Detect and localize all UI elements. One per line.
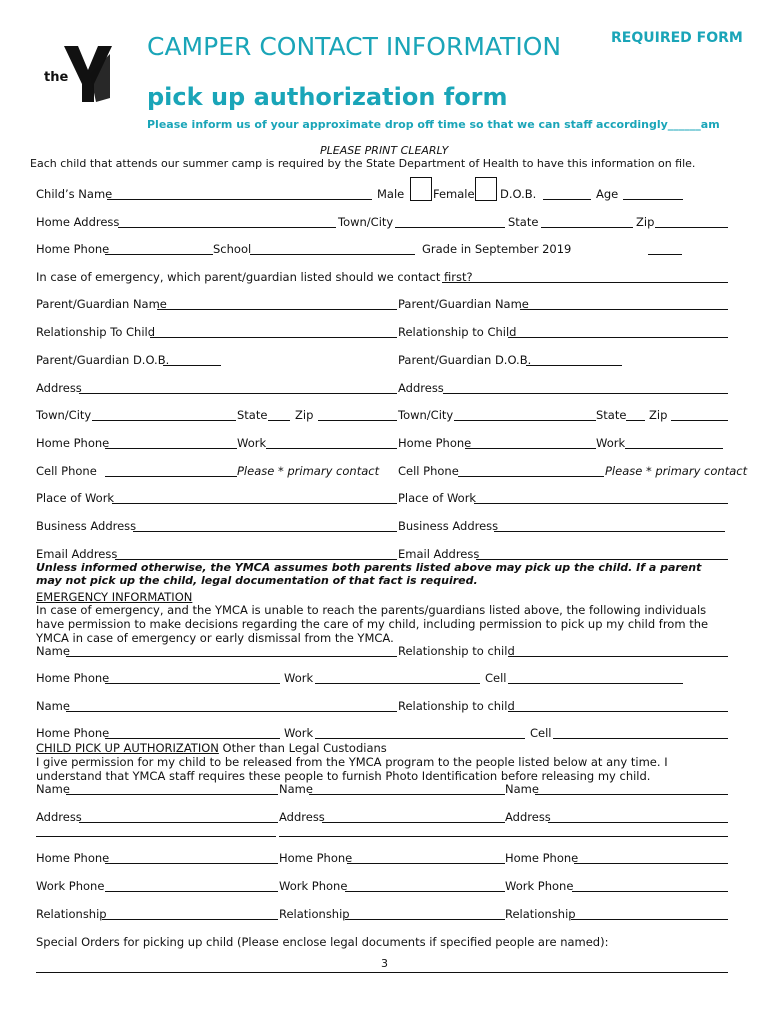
guardian1-business-address-label: Business Address xyxy=(36,519,137,533)
guardian2-primary-contact: Please * primary contact xyxy=(605,464,748,478)
guardian1-work-label: Work xyxy=(237,436,267,450)
child-state-field[interactable] xyxy=(541,227,633,228)
pickup1-home-phone-label: Home Phone xyxy=(36,851,110,865)
pickup3-name-field[interactable] xyxy=(535,794,728,795)
guardian2-work-label: Work xyxy=(596,436,626,450)
guardian1-dob-label: Parent/Guardian D.O.B. xyxy=(36,353,170,367)
female-checkbox[interactable] xyxy=(475,177,497,201)
pickup3-name-label: Name xyxy=(505,782,539,796)
guardian1-name-field[interactable] xyxy=(157,309,397,310)
pickup3-work-phone-label: Work Phone xyxy=(505,879,574,893)
guardian1-relationship-label: Relationship To Child xyxy=(36,325,156,339)
guardian2-email-label: Email Address xyxy=(398,547,480,561)
emergency2-relationship-label: Relationship to child xyxy=(398,699,515,713)
pickup2-address-field[interactable] xyxy=(322,822,505,823)
pickup3-home-phone-field[interactable] xyxy=(574,863,728,864)
home-address-field[interactable] xyxy=(118,227,336,228)
guardian1-primary-contact: Please * primary contact xyxy=(237,464,380,478)
pickup3-relationship-field[interactable] xyxy=(571,919,728,920)
school-field[interactable] xyxy=(250,254,415,255)
guardian2-dob-field[interactable] xyxy=(526,365,622,366)
required-form-label: REQUIRED FORM xyxy=(611,30,743,46)
guardian2-place-of-work-label: Place of Work xyxy=(398,491,477,505)
guardian2-name-field[interactable] xyxy=(520,309,728,310)
pickup3-address-label: Address xyxy=(505,810,551,824)
age-field[interactable] xyxy=(623,199,683,200)
child-town-field[interactable] xyxy=(395,227,505,228)
pickup-heading xyxy=(36,741,387,755)
form-subtitle: pick up authorization form xyxy=(147,83,508,111)
child-dob-label: D.O.B. xyxy=(500,187,537,201)
emergency1-work-label: Work xyxy=(284,671,314,685)
guardian1-home-phone-label: Home Phone xyxy=(36,436,110,450)
guardian2-zip-label: Zip xyxy=(649,408,668,422)
logo-ymca: YMCA xyxy=(115,82,129,100)
drop-off-notice: Please inform us of your approximate drop off time so that we can staff accordingly______am xyxy=(147,118,720,131)
emergency1-name-field[interactable] xyxy=(66,656,397,657)
emergency2-cell-field[interactable] xyxy=(553,738,728,739)
school-label: School xyxy=(213,242,252,256)
pickup1-home-phone-field[interactable] xyxy=(105,863,278,864)
male-checkbox[interactable] xyxy=(410,177,432,201)
emergency1-relationship-field[interactable] xyxy=(508,656,728,657)
child-town-label: Town/City xyxy=(338,215,394,229)
pickup-heading-rest: Other than Legal Custodians xyxy=(218,741,387,755)
grade-field[interactable] xyxy=(648,254,682,255)
emergency1-relationship-label: Relationship to child xyxy=(398,644,515,658)
guardian2-zip-field[interactable] xyxy=(671,420,728,421)
guardian1-zip-label: Zip xyxy=(295,408,314,422)
pickup1-work-phone-field[interactable] xyxy=(105,891,278,892)
print-clearly: PLEASE PRINT CLEARLY xyxy=(320,144,449,157)
guardian2-address-field[interactable] xyxy=(443,393,728,394)
guardian2-home-phone-label: Home Phone xyxy=(398,436,472,450)
pickup1-name-field[interactable] xyxy=(66,794,278,795)
emergency1-home-phone-field[interactable] xyxy=(105,683,280,684)
age-label: Age xyxy=(596,187,619,201)
pickup3-address-field[interactable] xyxy=(548,822,728,823)
page-number: 3 xyxy=(381,957,388,970)
male-label: Male xyxy=(377,187,405,201)
pickup2-relationship-label: Relationship xyxy=(279,907,350,921)
both-parents-notice: Unless informed otherwise, the YMCA assumes both parents listed above may pick up the child. If a parent may not pick up the child, legal documentation of that fact is required. xyxy=(36,561,702,587)
emergency2-relationship-field[interactable] xyxy=(508,711,728,712)
guardian1-work-field[interactable] xyxy=(266,448,397,449)
guardian1-state-field[interactable] xyxy=(268,420,290,421)
pickup2-relationship-field[interactable] xyxy=(345,919,505,920)
emergency1-name-label: Name xyxy=(36,644,70,658)
pickup2-home-phone-field[interactable] xyxy=(347,863,505,864)
grade-label: Grade in September 2019 xyxy=(422,242,572,256)
pickup3-relationship-label: Relationship xyxy=(505,907,576,921)
guardian1-address-label: Address xyxy=(36,381,82,395)
requirement-text: Each child that attends our summer camp is required by the State Department of Health to have this information on file. xyxy=(30,157,696,170)
childs-name-field[interactable] xyxy=(107,199,372,200)
guardian2-business-address-field[interactable] xyxy=(494,531,725,532)
emergency1-work-field[interactable] xyxy=(315,683,480,684)
guardian1-name-label: Parent/Guardian Name xyxy=(36,297,167,311)
child-state-label: State xyxy=(508,215,539,229)
guardian2-state-label: State xyxy=(596,408,627,422)
guardian2-place-of-work-field[interactable] xyxy=(474,503,728,504)
pickup1-address-label: Address xyxy=(36,810,82,824)
guardian2-email-field[interactable] xyxy=(476,559,728,560)
child-zip-field[interactable] xyxy=(655,227,728,228)
guardian1-zip-field[interactable] xyxy=(318,420,397,421)
emergency2-cell-label: Cell xyxy=(530,726,552,740)
pickup1-address-line2[interactable] xyxy=(36,836,276,837)
emergency-text: In case of emergency, and the YMCA is unable to reach the parents/guardians listed above, the following individuals have permission to make decisions regarding the care of my child, including permission to pick up my child from the YMCA in case of emergency or early dismissal from the YMCA. xyxy=(36,603,709,645)
guardian1-state-label: State xyxy=(237,408,268,422)
emergency1-home-phone-label: Home Phone xyxy=(36,671,110,685)
guardian1-email-label: Email Address xyxy=(36,547,118,561)
child-dob-field[interactable] xyxy=(543,199,591,200)
child-home-phone-field[interactable] xyxy=(105,254,213,255)
guardian1-home-phone-field[interactable] xyxy=(105,448,237,449)
home-address-label: Home Address xyxy=(36,215,120,229)
guardian2-town-label: Town/City xyxy=(398,408,454,422)
guardian1-cell-label: Cell Phone xyxy=(36,464,97,478)
emergency2-home-phone-label: Home Phone xyxy=(36,726,110,740)
emergency2-home-phone-field[interactable] xyxy=(105,738,280,739)
guardian1-cell-field[interactable] xyxy=(105,476,237,477)
emergency-heading: EMERGENCY INFORMATION xyxy=(36,590,193,604)
guardian2-dob-label: Parent/Guardian D.O.B. xyxy=(398,353,532,367)
guardian1-town-field[interactable] xyxy=(92,420,236,421)
female-label: Female xyxy=(433,187,475,201)
pickup1-relationship-field[interactable] xyxy=(102,919,278,920)
special-orders-field[interactable] xyxy=(36,972,728,973)
guardian1-business-address-field[interactable] xyxy=(133,531,397,532)
ymca-logo xyxy=(30,40,140,106)
guardian1-place-of-work-field[interactable] xyxy=(112,503,397,504)
pickup2-address-line2[interactable] xyxy=(279,836,505,837)
guardian2-cell-label: Cell Phone xyxy=(398,464,459,478)
guardian2-state-field[interactable] xyxy=(626,420,645,421)
emergency2-work-field[interactable] xyxy=(315,738,525,739)
emergency-contact-question: In case of emergency, which parent/guardian listed should we contact first? xyxy=(36,270,473,284)
pickup-heading-underlined: CHILD PICK UP AUTHORIZATION xyxy=(36,741,219,755)
pickup2-name-label: Name xyxy=(279,782,313,796)
pickup1-address-field[interactable] xyxy=(79,822,278,823)
emergency2-name-field[interactable] xyxy=(66,711,397,712)
guardian2-cell-field[interactable] xyxy=(458,476,604,477)
childs-name-label: Child’s Name xyxy=(36,187,113,201)
special-orders-label: Special Orders for picking up child (Please enclose legal documents if specified people are named): xyxy=(36,935,609,949)
pickup3-work-phone-field[interactable] xyxy=(572,891,728,892)
guardian2-name-label: Parent/Guardian Name xyxy=(398,297,529,311)
guardian2-work-field[interactable] xyxy=(625,448,723,449)
pickup1-relationship-label: Relationship xyxy=(36,907,107,921)
emergency1-cell-label: Cell xyxy=(485,671,507,685)
guardian2-business-address-label: Business Address xyxy=(398,519,499,533)
pickup2-name-field[interactable] xyxy=(309,794,505,795)
pickup2-address-label: Address xyxy=(279,810,325,824)
guardian2-relationship-field[interactable] xyxy=(508,337,728,338)
form-title: CAMPER CONTACT INFORMATION xyxy=(147,32,562,61)
emergency2-name-label: Name xyxy=(36,699,70,713)
guardian1-place-of-work-label: Place of Work xyxy=(36,491,115,505)
guardian2-relationship-label: Relationship to Child xyxy=(398,325,517,339)
guardian1-town-label: Town/City xyxy=(36,408,92,422)
guardian2-address-label: Address xyxy=(398,381,444,395)
emergency1-cell-field[interactable] xyxy=(508,683,683,684)
pickup2-home-phone-label: Home Phone xyxy=(279,851,353,865)
pickup2-work-phone-label: Work Phone xyxy=(279,879,348,893)
logo-the: the xyxy=(44,70,69,85)
child-zip-label: Zip xyxy=(636,215,655,229)
guardian1-relationship-field[interactable] xyxy=(150,337,397,338)
guardian1-email-field[interactable] xyxy=(115,559,397,560)
guardian1-dob-field[interactable] xyxy=(163,365,221,366)
pickup2-work-phone-field[interactable] xyxy=(345,891,505,892)
emergency2-work-label: Work xyxy=(284,726,314,740)
pickup1-work-phone-label: Work Phone xyxy=(36,879,105,893)
emergency-contact-field[interactable] xyxy=(442,282,728,283)
pickup3-home-phone-label: Home Phone xyxy=(505,851,579,865)
child-home-phone-label: Home Phone xyxy=(36,242,110,256)
guardian2-town-field[interactable] xyxy=(454,420,596,421)
pickup-text: I give permission for my child to be released from the YMCA program to the people listed below at any time. I understand that YMCA staff requires these people to furnish Photo Identification before releasing my child. xyxy=(36,755,668,783)
pickup1-name-label: Name xyxy=(36,782,70,796)
guardian1-address-field[interactable] xyxy=(79,393,397,394)
pickup3-address-line2[interactable] xyxy=(505,836,728,837)
guardian2-home-phone-field[interactable] xyxy=(465,448,596,449)
